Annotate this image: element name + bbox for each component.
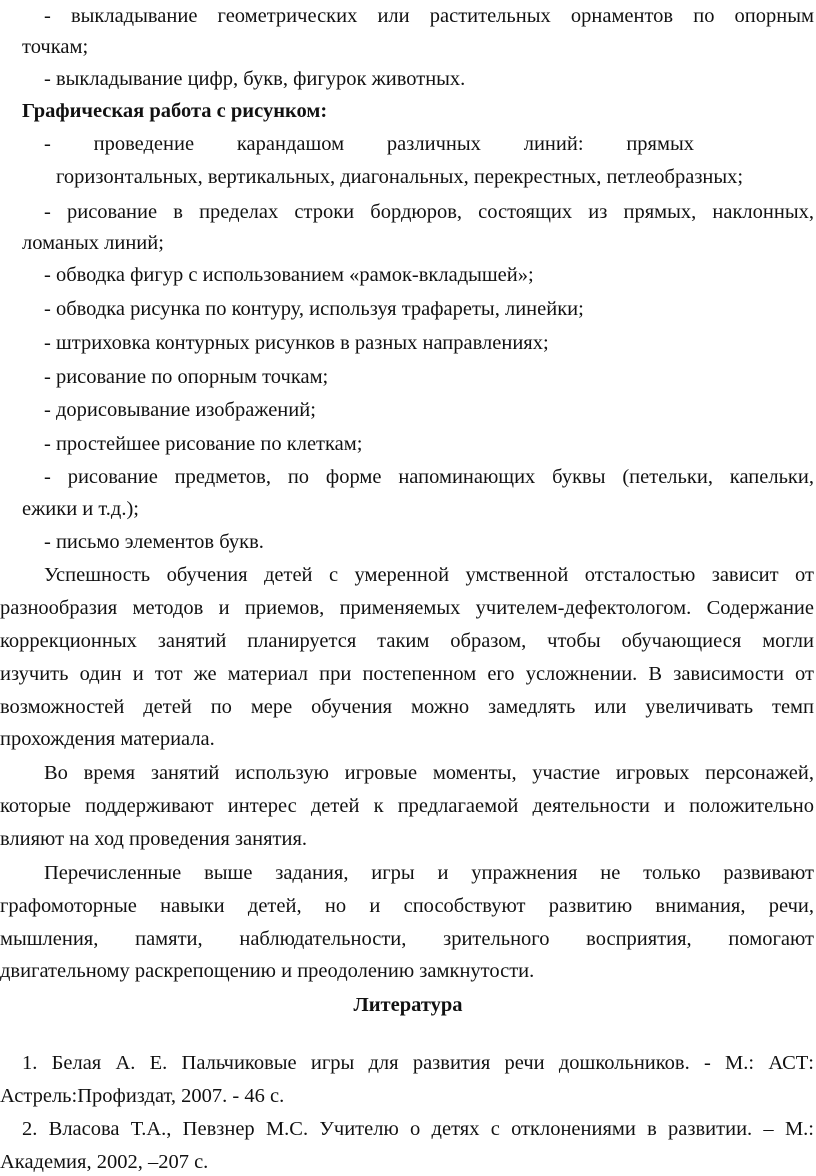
- list-item-text: - рисование предметов, по форме напоминающих буквы (петельки, капельки,: [44, 466, 814, 488]
- list-item-text: - обводка рисунка по контуру, используя трафареты, линейки;: [44, 298, 584, 320]
- paragraph-line: Успешность обучения детей с умеренной умственной отсталостью зависит от: [44, 564, 814, 586]
- list-item-text: ежики и т.д.);: [22, 498, 140, 520]
- paragraph-line: влияют на ход проведения занятия.: [0, 828, 308, 850]
- paragraph-line: разнообразия методов и приемов, применяемых учителем-дефектологом. Содержание: [0, 597, 814, 619]
- literature-heading: Литература: [353, 994, 463, 1016]
- paragraph-line: коррекционных занятий планируется таким образом, чтобы обучающиеся могли: [0, 630, 814, 652]
- list-item-text: - письмо элементов букв.: [44, 531, 264, 553]
- list-item-text: - обводка фигур с использованием «рамок-вкладышей»;: [44, 264, 534, 286]
- list-item-text: - простейшее рисование по клеткам;: [44, 433, 363, 455]
- list-item-text: - рисование в пределах строки бордюров, состоящих из прямых, наклонных,: [44, 201, 814, 223]
- reference-item: Академия, 2002, –207 с.: [0, 1151, 209, 1173]
- list-item-text: - рисование по опорным точкам;: [44, 366, 329, 388]
- paragraph-line: Во время занятий использую игровые моменты, участие игровых персонажей,: [44, 762, 814, 784]
- paragraph-line: изучить один и тот же материал при постепенном его усложнении. В зависимости от: [0, 663, 814, 685]
- paragraph-line: графомоторные навыки детей, но и способствуют развитию внимания, речи,: [0, 895, 814, 917]
- list-item-text: - штриховка контурных рисунков в разных направлениях;: [44, 332, 549, 354]
- list-item-text: - выкладывание цифр, букв, фигурок животных.: [44, 68, 466, 90]
- reference-item: 2. Власова Т.А., Певзнер М.С. Учителю о детях с отклонениями в развитии. – М.:: [22, 1118, 814, 1140]
- list-item-text: горизонтальных, вертикальных, диагональных, перекрестных, петлеобразных;: [56, 166, 744, 188]
- list-item-text: - выкладывание геометрических или растительных орнаментов по опорным: [44, 5, 814, 27]
- paragraph-line: Перечисленные выше задания, игры и упражнения не только развивают: [44, 862, 814, 884]
- section-title: Графическая работа с рисунком:: [22, 100, 328, 122]
- list-item-text: - дорисовывание изображений;: [44, 399, 316, 421]
- reference-item: Астрель:Профиздат, 2007. - 46 с.: [0, 1085, 285, 1107]
- paragraph-line: возможностей детей по мере обучения можно замедлять или увеличивать темп: [0, 696, 814, 718]
- paragraph-line: двигательному раскрепощению и преодолению замкнутости.: [0, 960, 535, 982]
- paragraph-line: которые поддерживают интерес детей к предлагаемой деятельности и положительно: [0, 795, 814, 817]
- paragraph-line: мышления, памяти, наблюдательности, зрительного восприятия, помогают: [0, 928, 814, 950]
- paragraph-line: прохождения материала.: [0, 728, 215, 750]
- list-item-text: - проведение карандашом различных линий: прямых: [44, 133, 694, 155]
- list-item-text: точкам;: [22, 36, 89, 58]
- reference-item: 1. Белая А. Е. Пальчиковые игры для развития речи дошкольников. - М.: АСТ:: [22, 1052, 814, 1074]
- list-item-text: ломаных линий;: [22, 232, 164, 254]
